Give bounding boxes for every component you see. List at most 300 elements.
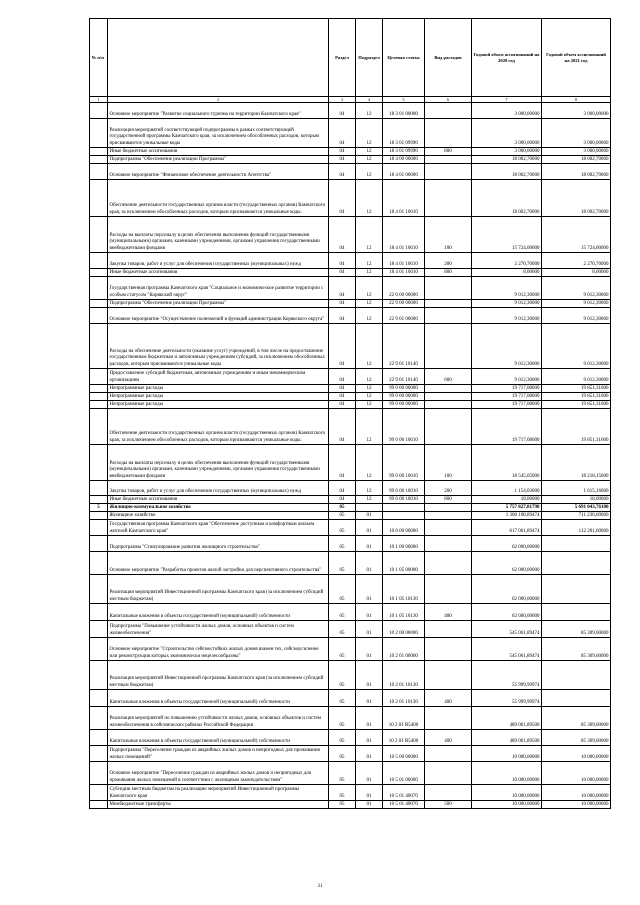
row-name: Подпрограмма "Обеспечение реализации Программы" — [108, 300, 329, 308]
row-name: Основное мероприятие "Финансовое обеспечение деятельности Агентства" — [108, 164, 329, 180]
row-2021: 85 309,60000 — [542, 730, 611, 746]
table-row — [90, 148, 611, 156]
row-expense — [425, 661, 472, 690]
row-expense: 800 — [425, 148, 472, 156]
row-2021: 2 270,70000 — [542, 253, 611, 269]
row-expense — [425, 504, 472, 512]
row-expense — [425, 785, 472, 801]
table-row — [90, 119, 611, 148]
row-target — [383, 512, 425, 520]
table-row — [90, 504, 611, 512]
table-row — [90, 707, 611, 730]
row-2020: 62 000,00000 — [472, 552, 542, 575]
table-row — [90, 277, 611, 300]
row-2020: 545 061,89474 — [472, 621, 542, 638]
row-target: 18 4 00 00000 — [383, 156, 425, 164]
row-2020: 2 270,70000 — [472, 253, 542, 269]
row-target: 99 0 00 10010 — [383, 481, 425, 496]
row-2021: 9 012,30000 — [542, 324, 611, 369]
table-row — [90, 785, 611, 801]
row-2021: 3 000,00000 — [542, 148, 611, 156]
row-2020: 18 002,70000 — [472, 164, 542, 180]
row-2021: 19 851,31000 — [542, 409, 611, 445]
row-2021: 3 000,00000 — [542, 119, 611, 148]
row-2021: 10 000,00000 — [542, 762, 611, 785]
row-subsection: 01 — [356, 690, 383, 707]
row-target: 22 9 01 10140 — [383, 324, 425, 369]
table-row — [90, 393, 611, 401]
row-name: Подпрограмма "Повышение устойчивости жилых домов, основных объектов и систем жизнеобеспечения" — [108, 621, 329, 638]
row-section: 05 — [329, 512, 356, 520]
row-name: Расходы на выплаты персоналу в целях обеспечения выполнения функций государственными (муниципальными) органами, казенными учреждениями, органами управления государственными внебюджетными фондами — [108, 217, 329, 253]
row-subsection: 01 — [356, 512, 383, 520]
row-name: Межбюджетные трансферты — [108, 801, 329, 809]
row-name: Иные бюджетные ассигнования — [108, 496, 329, 504]
row-subsection: 12 — [356, 180, 383, 217]
row-target: 10 1 05 10130 — [383, 575, 425, 604]
row-num — [90, 308, 108, 324]
row-target: 10 2 00 00000 — [383, 621, 425, 638]
row-target: 10 5 00 00000 — [383, 746, 425, 762]
row-expense — [425, 393, 472, 401]
row-section: 04 — [329, 269, 356, 277]
table-row — [90, 520, 611, 536]
row-2020: 18 002,70000 — [472, 156, 542, 164]
row-subsection: 12 — [356, 277, 383, 300]
row-2020: 62 000,00000 — [472, 536, 542, 552]
row-2021: 9 012,30000 — [542, 277, 611, 300]
row-target: 18 4 01 00000 — [383, 164, 425, 180]
row-num — [90, 277, 108, 300]
row-2020: 9 012,30000 — [472, 369, 542, 385]
budget-table — [89, 18, 611, 809]
row-subsection: 12 — [356, 401, 383, 409]
row-2020: 55 999,99974 — [472, 661, 542, 690]
row-expense: 200 — [425, 253, 472, 269]
row-subsection: 12 — [356, 164, 383, 180]
row-target: 22 9 01 00000 — [383, 308, 425, 324]
row-2020: 62 000,00000 — [472, 575, 542, 604]
row-num — [90, 762, 108, 785]
row-subsection: 01 — [356, 575, 383, 604]
row-name: Расходы на выплаты персоналу в целях обеспечения выполнения функций государственными (муниципальными) органами, казенными учреждениями, органами управления государственными внебюджетными фондами — [108, 445, 329, 481]
row-section: 04 — [329, 385, 356, 393]
row-name: Подпрограмма "Переселение граждан из аварийных жилых домов и непригодных для проживания жилых помещений" — [108, 746, 329, 762]
row-2020: 489 061,89500 — [472, 707, 542, 730]
row-2020: 5 757 827,81798 — [472, 504, 542, 512]
row-subsection: 01 — [356, 621, 383, 638]
row-target: 10 1 00 00000 — [383, 536, 425, 552]
row-name: Жилищное хозяйство — [108, 512, 329, 520]
table-row — [90, 536, 611, 552]
row-subsection: 12 — [356, 385, 383, 393]
row-num — [90, 103, 108, 119]
row-num — [90, 661, 108, 690]
header-row — [90, 19, 611, 97]
row-expense: 200 — [425, 481, 472, 496]
table-row — [90, 621, 611, 638]
row-section: 05 — [329, 762, 356, 785]
row-target: 22 0 00 00000 — [383, 277, 425, 300]
row-name: Основное мероприятие "Переселение граждан из аварийных жилых домов и непригодных для проживания жилых помещений в соответствии с жилищным законодательством" — [108, 762, 329, 785]
row-target: 99 0 00 00000 — [383, 401, 425, 409]
row-expense: 500 — [425, 801, 472, 809]
row-2021: 18 002,70000 — [542, 180, 611, 217]
row-num — [90, 552, 108, 575]
row-2021: 18,00000 — [542, 496, 611, 504]
page-number: 31 — [317, 884, 323, 889]
row-name: Закупка товаров, работ и услуг для обеспечения государственных (муниципальных) нужд — [108, 253, 329, 269]
row-name: Подпрограмма "Стимулирование развития жилищного строительства" — [108, 536, 329, 552]
row-name: Иные бюджетные ассигнования — [108, 269, 329, 277]
row-2021: 19 851,31000 — [542, 401, 611, 409]
row-2020: 10 000,00000 — [472, 785, 542, 801]
row-2021: 85 309,60000 — [542, 638, 611, 661]
row-2020: 19 717,08000 — [472, 401, 542, 409]
row-name: Непрограммные расходы — [108, 385, 329, 393]
row-2021: 85 309,60000 — [542, 707, 611, 730]
row-name: Реализация мероприятий соответствующей подпрограммы в рамках соответствующей государственной программы Камчатского края, за исключением обособленных расходов, которым присваиваются уникальные коды — [108, 119, 329, 148]
index-cell: 2 — [108, 97, 329, 103]
table-row — [90, 409, 611, 445]
row-section: 04 — [329, 180, 356, 217]
row-name: Обеспечение деятельности государственных органов власти (государственных органов) Камчатского края, за исключением обособленных расходов, которым присваиваются уникальные коды. — [108, 180, 329, 217]
row-name: Предоставление субсидий бюджетным, автономным учреждениям и иным некоммерческим организациям — [108, 369, 329, 385]
row-num — [90, 119, 108, 148]
table-row — [90, 746, 611, 762]
header-expense: Вид расходов — [425, 19, 472, 97]
row-num — [90, 253, 108, 269]
row-num — [90, 638, 108, 661]
row-section: 04 — [329, 445, 356, 481]
row-subsection: 01 — [356, 604, 383, 621]
index-cell: 7 — [472, 97, 542, 103]
row-2020: 3 000,00000 — [472, 119, 542, 148]
row-subsection: 12 — [356, 119, 383, 148]
row-num — [90, 385, 108, 393]
row-expense — [425, 164, 472, 180]
row-target: 18 3 01 00000 — [383, 103, 425, 119]
row-num — [90, 481, 108, 496]
row-target: 18 4 01 10010 — [383, 217, 425, 253]
row-subsection: 12 — [356, 445, 383, 481]
row-target: 10 2 01 10130 — [383, 690, 425, 707]
row-name: Государственная программа Камчатского края "Обеспечение доступным и комфортным жильем жителей Камчатского края" — [108, 520, 329, 536]
row-num — [90, 707, 108, 730]
row-expense: 400 — [425, 730, 472, 746]
row-2021: 10 000,00000 — [542, 785, 611, 801]
row-2021 — [542, 575, 611, 604]
table-row — [90, 385, 611, 393]
row-target: 10 1 05 10130 — [383, 604, 425, 621]
row-subsection: 12 — [356, 253, 383, 269]
row-expense: 100 — [425, 445, 472, 481]
row-target: 99 0 00 00000 — [383, 385, 425, 393]
row-section: 05 — [329, 575, 356, 604]
row-num — [90, 445, 108, 481]
row-subsection: 12 — [356, 369, 383, 385]
row-2021: 85 309,60000 — [542, 621, 611, 638]
row-num — [90, 730, 108, 746]
row-section: 04 — [329, 324, 356, 369]
row-section: 05 — [329, 504, 356, 512]
row-2021 — [542, 604, 611, 621]
row-target: 10 2 01 00000 — [383, 638, 425, 661]
row-name: Закупка товаров, работ и услуг для обеспечения государственных (муниципальных) нужд — [108, 481, 329, 496]
table-row — [90, 730, 611, 746]
row-subsection: 12 — [356, 156, 383, 164]
row-2021: 711 230,60000 — [542, 512, 611, 520]
row-num — [90, 496, 108, 504]
row-2020: 10 000,00000 — [472, 746, 542, 762]
row-2021: 9 012,30000 — [542, 308, 611, 324]
row-target: 22 9 00 00000 — [383, 300, 425, 308]
row-name: Капитальные вложения в объекты государственной (муниципальной) собственности — [108, 604, 329, 621]
row-name: Основное мероприятие "Строительство сейсмостойких жилых домов взамен тех, сейсмоусиление или реконструкция которых экономически нецелесообразны" — [108, 638, 329, 661]
row-2021: 10 000,00000 — [542, 801, 611, 809]
header-section: Раздел — [329, 19, 356, 97]
row-num — [90, 180, 108, 217]
row-section: 04 — [329, 164, 356, 180]
row-2020: 545 061,89474 — [472, 638, 542, 661]
row-2020: 9 012,30000 — [472, 277, 542, 300]
row-subsection: 12 — [356, 308, 383, 324]
row-subsection: 01 — [356, 730, 383, 746]
row-2021: 19 851,31000 — [542, 393, 611, 401]
table-row — [90, 324, 611, 369]
header-2020: Годовой объем ассигнований на 2020 год — [472, 19, 542, 97]
table-row — [90, 496, 611, 504]
row-name: Капитальные вложения в объекты государственной (муниципальной) собственности — [108, 690, 329, 707]
row-target: 18 3 01 09990 — [383, 148, 425, 156]
header-target: Целевая статья — [383, 19, 425, 97]
row-2020: 10 000,00000 — [472, 762, 542, 785]
row-section: 04 — [329, 148, 356, 156]
row-2021 — [542, 661, 611, 690]
row-section: 05 — [329, 552, 356, 575]
row-2021: 5 691 043,76100 — [542, 504, 611, 512]
row-subsection: 01 — [356, 520, 383, 536]
row-target: 99 0 00 10010 — [383, 445, 425, 481]
row-section: 05 — [329, 638, 356, 661]
table-row — [90, 445, 611, 481]
row-target: 99 0 00 10010 — [383, 496, 425, 504]
index-cell: 3 — [329, 97, 356, 103]
row-num — [90, 148, 108, 156]
row-section: 04 — [329, 253, 356, 269]
row-section: 04 — [329, 369, 356, 385]
row-target: 99 0 00 00000 — [383, 393, 425, 401]
row-expense: 100 — [425, 217, 472, 253]
table-row — [90, 512, 611, 520]
row-expense — [425, 103, 472, 119]
row-2020: 55 999,99974 — [472, 690, 542, 707]
row-target: 99 0 00 10010 — [383, 409, 425, 445]
row-2020: 3 000,00000 — [472, 103, 542, 119]
row-section: 04 — [329, 119, 356, 148]
row-2021: 18 002,70000 — [542, 164, 611, 180]
row-expense: 800 — [425, 269, 472, 277]
row-2020: 62 000,00000 — [472, 604, 542, 621]
row-subsection: 01 — [356, 762, 383, 785]
header-2021: Годовой объем ассигнований на 2021 год — [542, 19, 611, 97]
table-row — [90, 156, 611, 164]
table-row — [90, 369, 611, 385]
row-expense — [425, 552, 472, 575]
row-expense — [425, 621, 472, 638]
row-name: Реализация мероприятий Инвестиционной программы Камчатского края (за исключением субсидий местным бюджетам) — [108, 661, 329, 690]
row-subsection: 01 — [356, 785, 383, 801]
table-row — [90, 661, 611, 690]
row-section: 04 — [329, 409, 356, 445]
row-2021: 1 615,16000 — [542, 481, 611, 496]
row-section: 04 — [329, 481, 356, 496]
row-expense — [425, 308, 472, 324]
row-expense — [425, 746, 472, 762]
row-2020: 15 724,00000 — [472, 217, 542, 253]
row-expense — [425, 512, 472, 520]
row-subsection: 01 — [356, 552, 383, 575]
row-section: 04 — [329, 277, 356, 300]
row-2021: 15 724,00000 — [542, 217, 611, 253]
row-name: Основное мероприятие "Развитие социального туризма на территории Камчатского края" — [108, 103, 329, 119]
row-subsection: 01 — [356, 707, 383, 730]
row-expense — [425, 385, 472, 393]
table-row — [90, 103, 611, 119]
row-2021: 3 000,00000 — [542, 103, 611, 119]
row-name: Основное мероприятие "Осуществление полномочий и функций администрации Корякского округа" — [108, 308, 329, 324]
row-target: 10 2 01 R5400 — [383, 707, 425, 730]
row-name: Обеспечение деятельности государственных органов власти (государственных органов) Камчатского края, за исключением обособленных расходов, которым присваиваются уникальные коды. — [108, 409, 329, 445]
row-section: 05 — [329, 536, 356, 552]
row-subsection: 01 — [356, 746, 383, 762]
row-target: 10 5 01 40070 — [383, 801, 425, 809]
row-subsection: 12 — [356, 217, 383, 253]
header-num: № п/п — [90, 19, 108, 97]
row-2021 — [542, 552, 611, 575]
row-num — [90, 269, 108, 277]
row-expense — [425, 156, 472, 164]
row-subsection: 12 — [356, 324, 383, 369]
row-section: 05 — [329, 520, 356, 536]
index-cell: 6 — [425, 97, 472, 103]
row-num — [90, 785, 108, 801]
row-expense — [425, 536, 472, 552]
row-subsection: 12 — [356, 148, 383, 156]
table-row — [90, 164, 611, 180]
row-2021: 10 000,00000 — [542, 746, 611, 762]
row-2021 — [542, 690, 611, 707]
row-2020: 8,00000 — [472, 269, 542, 277]
row-expense — [425, 277, 472, 300]
row-2021: 18 218,15000 — [542, 445, 611, 481]
table-row — [90, 638, 611, 661]
row-section: 05 — [329, 690, 356, 707]
row-subsection: 01 — [356, 801, 383, 809]
row-section: 04 — [329, 496, 356, 504]
row-target: 10 2 01 10130 — [383, 661, 425, 690]
row-target: 22 9 01 10140 — [383, 369, 425, 385]
table-row — [90, 401, 611, 409]
row-name: Государственная программа Камчатского края "Социальное и экономическое развитие территории с особым статусом "Корякский округ" — [108, 277, 329, 300]
row-2020: 19 717,08000 — [472, 393, 542, 401]
row-section: 05 — [329, 621, 356, 638]
row-name: Реализация мероприятий по повышению устойчивости жилых домов, основных объектов и систем жизнеобеспечения в сейсмических районах Российской Федерации — [108, 707, 329, 730]
row-subsection: 12 — [356, 496, 383, 504]
row-num — [90, 324, 108, 369]
table-row — [90, 269, 611, 277]
row-2020: 1 154,03000 — [472, 481, 542, 496]
row-num — [90, 801, 108, 809]
table-row — [90, 481, 611, 496]
row-2021: 19 851,31000 — [542, 385, 611, 393]
row-subsection: 01 — [356, 661, 383, 690]
row-name: Субсидии местным бюджетам на реализацию мероприятий Инвестиционной программы Камчатского края — [108, 785, 329, 801]
row-num — [90, 300, 108, 308]
row-name: Реализация мероприятий Инвестиционной программы Камчатского края (за исключением субсидий местным бюджетам) — [108, 575, 329, 604]
row-num — [90, 536, 108, 552]
row-2020: 1 300 108,89474 — [472, 512, 542, 520]
row-name: Капитальные вложения в объекты государственной (муниципальной) собственности — [108, 730, 329, 746]
row-subsection: 01 — [356, 638, 383, 661]
row-expense: 400 — [425, 690, 472, 707]
row-subsection: 12 — [356, 300, 383, 308]
row-section: 05 — [329, 661, 356, 690]
row-2020: 3 000,00000 — [472, 148, 542, 156]
index-cell: 4 — [356, 97, 383, 103]
row-2020: 617 061,89474 — [472, 520, 542, 536]
row-2021: 8,00000 — [542, 269, 611, 277]
table-row — [90, 253, 611, 269]
row-name: Основное мероприятие "Разработка проектов жилой застройки для перспективного строительства" — [108, 552, 329, 575]
row-expense — [425, 762, 472, 785]
row-subsection: 12 — [356, 269, 383, 277]
table-row — [90, 801, 611, 809]
row-subsection: 12 — [356, 481, 383, 496]
table-row — [90, 604, 611, 621]
row-num — [90, 520, 108, 536]
row-subsection — [356, 504, 383, 512]
row-section: 04 — [329, 401, 356, 409]
row-section: 04 — [329, 300, 356, 308]
row-subsection: 12 — [356, 393, 383, 401]
row-2021: 9 012,30000 — [542, 369, 611, 385]
row-section: 05 — [329, 730, 356, 746]
row-section: 05 — [329, 801, 356, 809]
index-cell: 1 — [90, 97, 108, 103]
row-name: Расходы на обеспечение деятельности (оказание услуг) учреждений, в том числе на предоставление государственным бюджетным и автономным учреждениям субсидий, за исключением обособленных расходов, которым присваиваются уникальные коды — [108, 324, 329, 369]
row-2020: 19 717,08000 — [472, 385, 542, 393]
row-2020: 489 061,89500 — [472, 730, 542, 746]
row-expense — [425, 180, 472, 217]
table-row — [90, 308, 611, 324]
row-subsection: 12 — [356, 103, 383, 119]
row-num: 5 — [90, 504, 108, 512]
table-row — [90, 690, 611, 707]
row-num — [90, 401, 108, 409]
row-target: 10 5 01 40070 — [383, 785, 425, 801]
row-name: Непрограммные расходы — [108, 393, 329, 401]
row-expense — [425, 409, 472, 445]
row-num — [90, 409, 108, 445]
row-num — [90, 369, 108, 385]
row-expense — [425, 707, 472, 730]
row-num — [90, 393, 108, 401]
table-row — [90, 575, 611, 604]
row-expense — [425, 638, 472, 661]
row-expense — [425, 520, 472, 536]
row-target — [383, 504, 425, 512]
